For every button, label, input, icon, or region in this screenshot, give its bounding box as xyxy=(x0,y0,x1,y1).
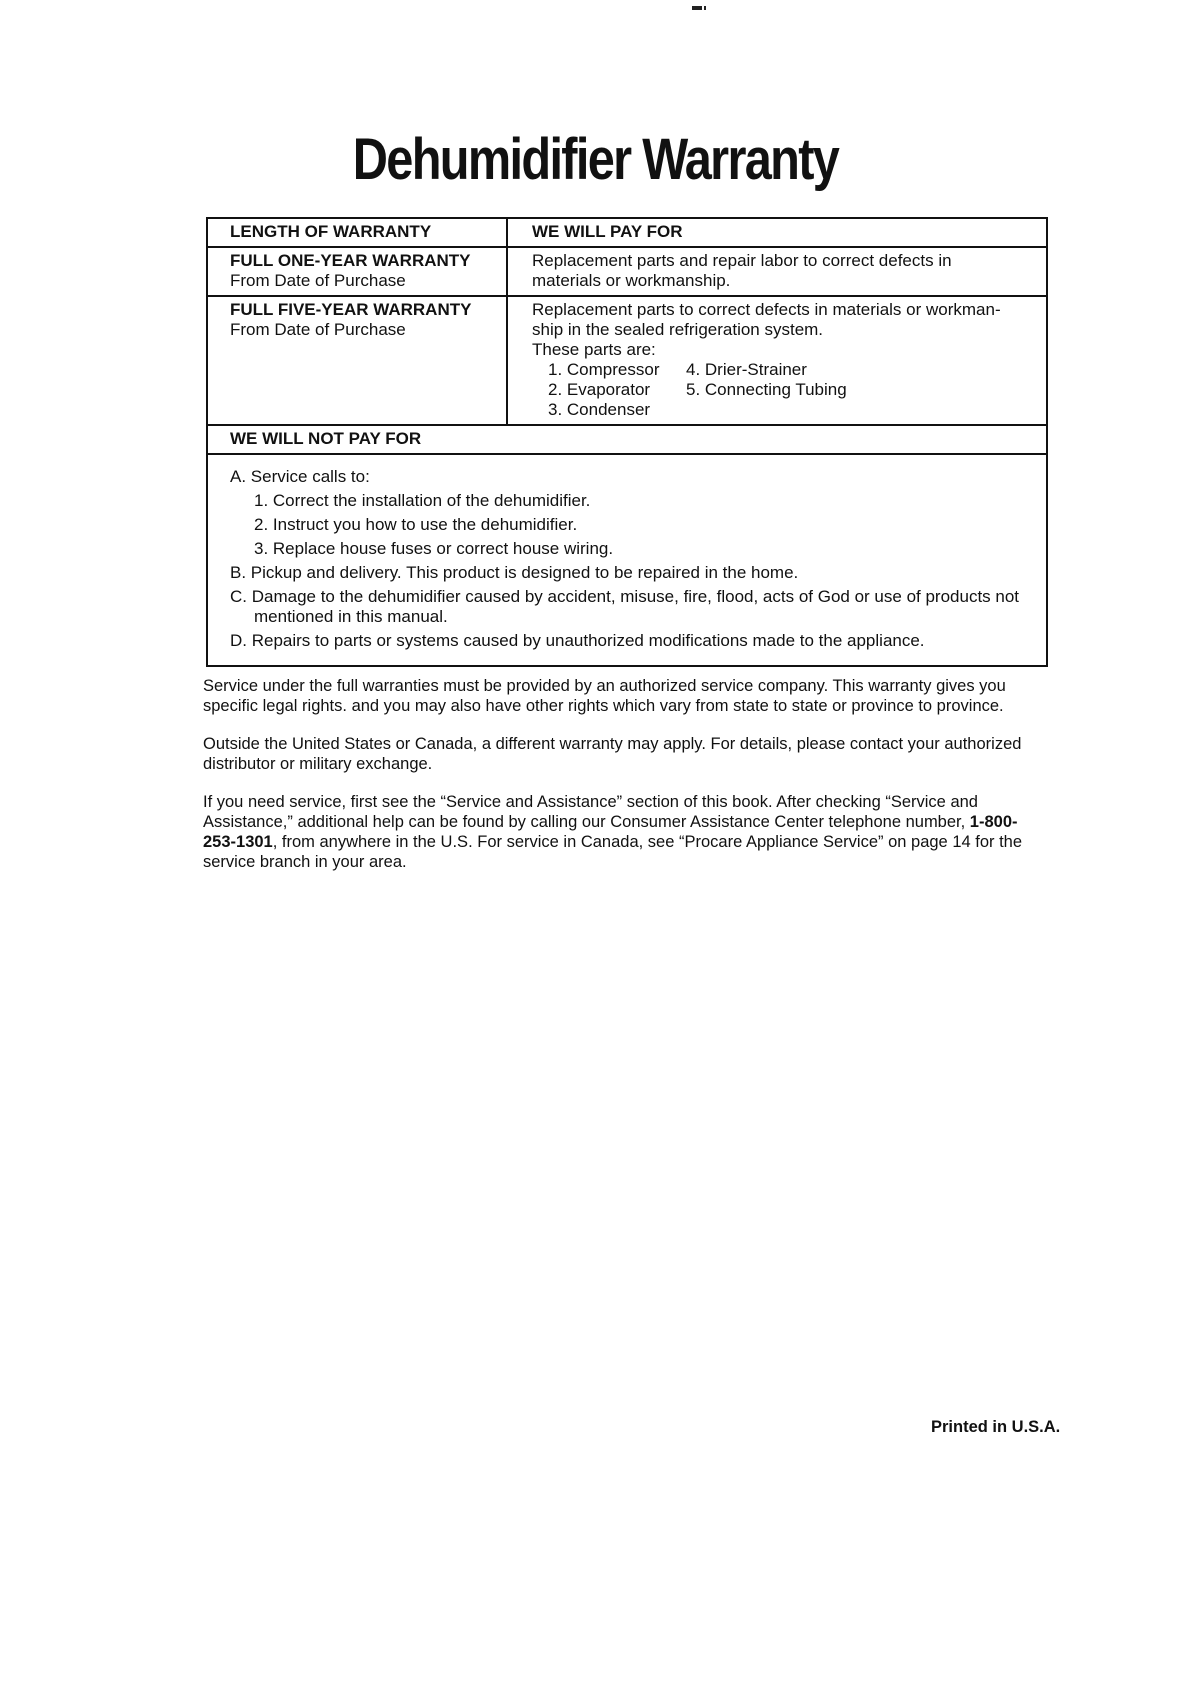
body-paragraphs xyxy=(203,676,1033,890)
part-item: 2. Evaporator xyxy=(548,380,651,399)
not-pay-header: WE WILL NOT PAY FOR xyxy=(207,425,1047,454)
parts-row xyxy=(548,380,1024,400)
pay-for-cell xyxy=(507,296,1047,425)
length-sub: From Date of Purchase xyxy=(230,320,406,339)
not-pay-a: A. Service calls to: xyxy=(230,467,370,486)
parts-row xyxy=(548,400,1024,420)
page-mark xyxy=(692,6,702,10)
length-cell xyxy=(207,247,507,296)
pay-for-text: Replacement parts to correct defects in materials or workman-ship in the sealed refrigeration system. xyxy=(532,300,1001,339)
table-row xyxy=(207,247,1047,296)
not-pay-row xyxy=(207,454,1047,666)
not-pay-b: B. Pickup and delivery. This product is designed to be repaired in the home. xyxy=(230,563,799,582)
not-pay-header-row xyxy=(207,425,1047,454)
parts-intro: These parts are: xyxy=(532,340,656,359)
part-item: 4. Drier-Strainer xyxy=(686,360,807,379)
service-text-before: If you need service, first see the “Service and Assistance” section of this book. After checking “Service and Assistance,” additional help can be found by calling our Consumer Assistance Center telephone number, xyxy=(203,793,978,831)
table-row xyxy=(207,296,1047,425)
phone-number: 1-800-253-1301 xyxy=(203,813,1018,851)
length-cell xyxy=(207,296,507,425)
part-item: 5. Connecting Tubing xyxy=(686,380,847,399)
printed-in-note: Printed in U.S.A. xyxy=(931,1418,1061,1436)
page-title: Dehumidifier Warranty xyxy=(352,127,839,192)
warranty-table xyxy=(206,217,1048,667)
not-pay-a2: 2. Instruct you how to use the dehumidifier. xyxy=(254,515,578,534)
length-title: FULL ONE-YEAR WARRANTY xyxy=(230,251,471,270)
length-sub: From Date of Purchase xyxy=(230,271,406,290)
header-pay-for: WE WILL PAY FOR xyxy=(507,218,1047,247)
paragraph: Service under the full warranties must be provided by an authorized service company. This warranty gives you specific legal rights. and you may also have other rights which vary from state to state or province to province. xyxy=(203,677,1006,715)
not-pay-d: D. Repairs to parts or systems caused by unauthorized modifications made to the appliance. xyxy=(230,631,925,650)
part-item: 3. Condenser xyxy=(548,400,651,419)
header-length: LENGTH OF WARRANTY xyxy=(207,218,507,247)
not-pay-cell xyxy=(207,454,1047,666)
length-title: FULL FIVE-YEAR WARRANTY xyxy=(230,300,472,319)
service-text-after: , from anywhere in the U.S. For service in Canada, see “Procare Appliance Service” on page 14 for the service branch in your area. xyxy=(203,833,1023,871)
service-paragraph xyxy=(203,792,1033,872)
parts-list xyxy=(532,360,1024,420)
parts-row xyxy=(548,360,1024,380)
not-pay-a3: 3. Replace house fuses or correct house wiring. xyxy=(254,539,614,558)
not-pay-a1: 1. Correct the installation of the dehumidifier. xyxy=(254,491,591,510)
paragraph: Outside the United States or Canada, a different warranty may apply. For details, please contact your authorized distributor or military exchange. xyxy=(203,735,1022,773)
part-item: 1. Compressor xyxy=(548,360,660,379)
not-pay-c: C. Damage to the dehumidifier caused by accident, misuse, fire, flood, acts of God or use of products not mentioned in this manual. xyxy=(230,587,1020,626)
pay-for-cell: Replacement parts and repair labor to correct defects in materials or workmanship. xyxy=(507,247,1047,296)
table-header-row xyxy=(207,218,1047,247)
